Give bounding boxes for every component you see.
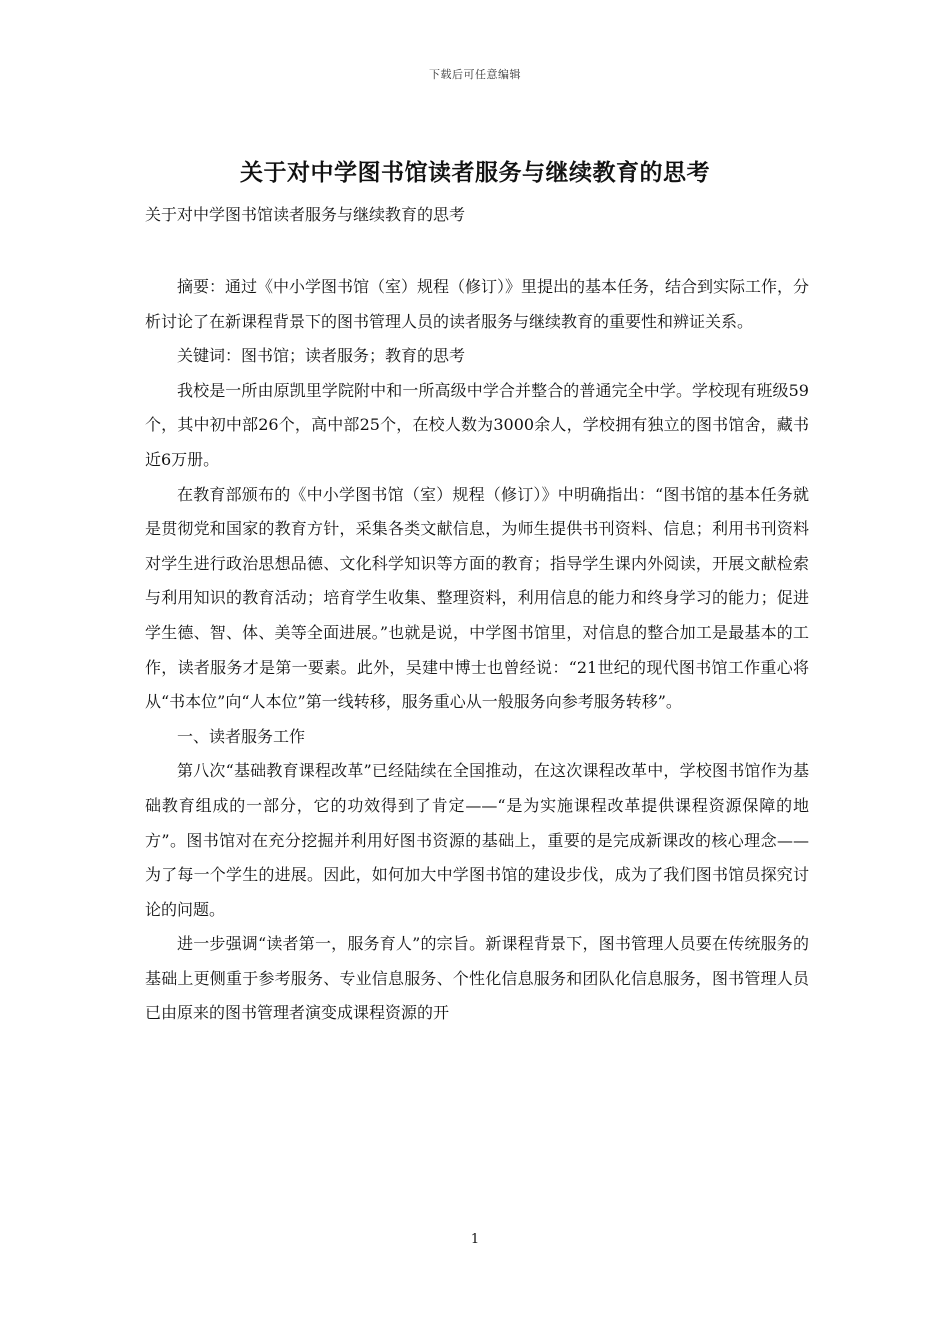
section-heading-reader-service: 一、读者服务工作 [177, 726, 306, 746]
curriculum-reform-paragraph: 第八次“基础教育课程改革”已经陆续在全国推动，在这次课程改革中，学校图书馆作为基础教育组成的一部分，它的功效得到了肯定——“是为实施课程改革提供课程资源保障的地方”。图书馆对在充分挖掘并利用好图书资源的基础上，重要的是完成新课改的核心理念——为了每一个学生的进展。因此，如何加大中学图书馆的建设步伐，成为了我们图书馆员探究讨论的问题。 [145, 761, 809, 919]
keywords-paragraph: 关键词：图书馆；读者服务；教育的思考 [177, 346, 466, 366]
header-note: 下载后可任意编辑 [429, 68, 521, 81]
reader-first-paragraph: 进一步强调“读者第一，服务育人”的宗旨。新课程背景下，图书管理人员要在传统服务的基础上更侧重于参考服务、专业信息服务、个性化信息服务和团队化信息服务，图书管理人员已由原来的图书管理者演变成课程资源的开 [145, 934, 809, 1023]
regulation-quote-paragraph: 在教育部颁布的《中小学图书馆（室）规程（修订）》中明确指出：“图书馆的基本任务就是贯彻党和国家的教育方针，采集各类文献信息，为师生提供书刊资料、信息；利用书刊资料对学生进行政治思想品德、文化科学知识等方面的教育；指导学生课内外阅读，开展文献检索与利用知识的教育活动；培育学生收集、整理资料，利用信息的能力和终身学习的能力；促进学生德、智、体、美等全面进展。”也就是说，中学图书馆里，对信息的整合加工是最基本的工作，读者服务才是第一要素。此外，吴建中博士也曾经说：“21世纪的现代图书馆工作重心将从“书本位”向“人本位”第一线转移，服务重心从一般服务向参考服务转移”。 [145, 484, 809, 712]
document-body [145, 270, 809, 1031]
page-number: 1 [470, 1232, 480, 1247]
school-intro-paragraph: 我校是一所由原凯里学院附中和一所高级中学合并整合的普通完全中学。学校现有班级59个，其中初中部26个，高中部25个，在校人数为3000余人，学校拥有独立的图书馆舍，藏书近6万册。 [145, 380, 809, 469]
document-subtitle: 关于对中学图书馆读者服务与继续教育的思考 [145, 205, 466, 224]
abstract-paragraph: 摘要：通过《中小学图书馆（室）规程（修订）》里提出的基本任务，结合到实际工作，分析讨论了在新课程背景下的图书管理人员的读者服务与继续教育的重要性和辨证关系。 [145, 277, 810, 331]
document-title: 关于对中学图书馆读者服务与继续教育的思考 [240, 159, 710, 186]
